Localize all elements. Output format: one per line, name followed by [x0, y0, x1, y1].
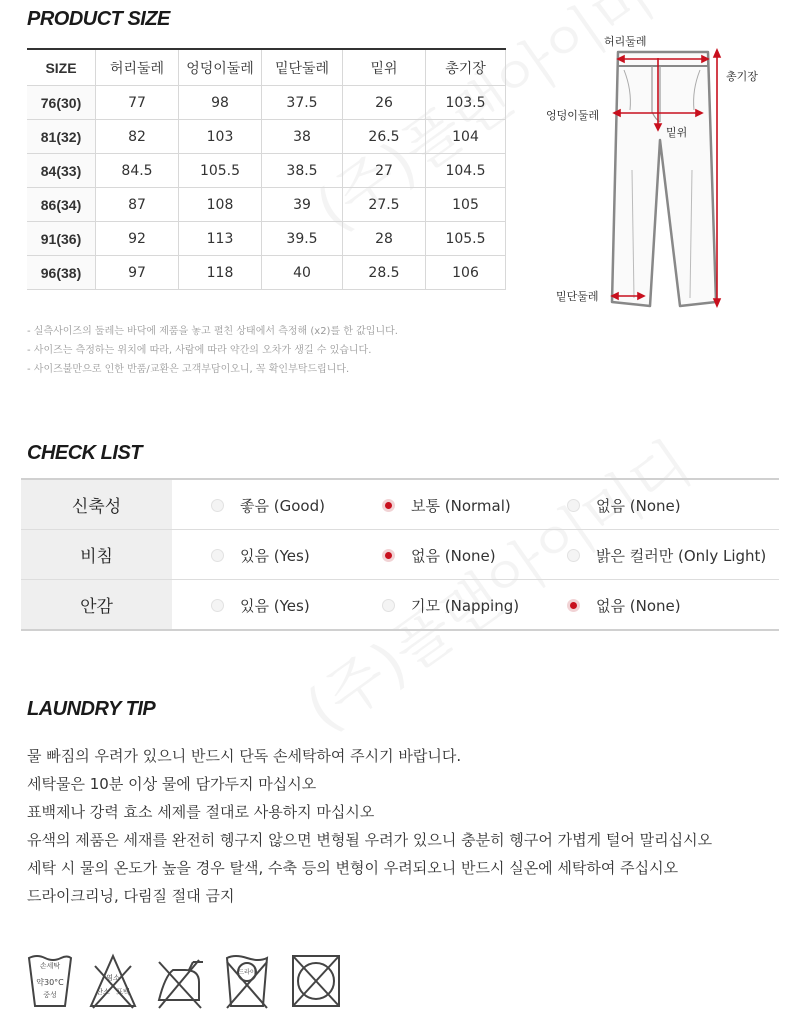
table-cell: 40 — [262, 256, 343, 290]
laundry-line: 세탁물은 10분 이상 물에 담가두지 마십시오 — [27, 775, 317, 793]
table-cell: 103 — [179, 120, 262, 154]
option-label: 기모 (Napping) — [411, 597, 520, 615]
size-cell: 76(30) — [27, 86, 96, 120]
table-row — [27, 154, 506, 188]
size-table-header — [27, 49, 506, 86]
size-note: - 사이즈불만으로 인한 반품/교환은 고객부담이오니, 꼭 확인부탁드립니다. — [27, 364, 350, 375]
size-note: - 사이즈는 측정하는 위치에 따라, 사람에 따라 약간의 오차가 생길 수 있습니다. — [27, 345, 372, 356]
no-iron-icon — [159, 960, 203, 1008]
table-cell: 26.5 — [343, 120, 426, 154]
radio-circle — [211, 599, 224, 612]
radio-circle — [567, 599, 580, 612]
table-cell: 38.5 — [262, 154, 343, 188]
pants-measurement-diagram — [540, 30, 790, 320]
check-row-label: 안감 — [21, 580, 172, 631]
radio-option[interactable] — [567, 545, 766, 566]
radio-circle — [382, 549, 395, 562]
radio-circle — [382, 499, 395, 512]
table-row — [27, 256, 506, 290]
radio-option[interactable] — [567, 495, 681, 516]
table-cell: 92 — [96, 222, 179, 256]
table-cell: 26 — [343, 86, 426, 120]
table-cell: 27.5 — [343, 188, 426, 222]
table-cell: 104 — [426, 120, 506, 154]
size-notes — [27, 322, 398, 379]
table-cell: 108 — [179, 188, 262, 222]
radio-circle — [211, 549, 224, 562]
check-row-stretch — [21, 479, 779, 530]
icon-text: 중성 — [43, 991, 57, 999]
table-cell: 103.5 — [426, 86, 506, 120]
table-row — [27, 86, 506, 120]
table-cell: 105.5 — [179, 154, 262, 188]
check-row-label: 비침 — [21, 530, 172, 580]
radio-circle — [382, 599, 395, 612]
no-dry-clean-icon — [227, 956, 267, 1008]
header-hip: 엉덩이둘레 — [179, 49, 262, 86]
laundry-tip-title: LAUNDRY TIP — [27, 698, 156, 720]
size-cell: 84(33) — [27, 154, 96, 188]
care-icons — [27, 952, 357, 1016]
header-rise: 밑위 — [343, 49, 426, 86]
check-row-transparency — [21, 530, 779, 580]
laundry-line: 세탁 시 물의 온도가 높을 경우 탈색, 수축 등의 변형이 우려되오니 반드시 실온에 세탁하여 주십시오 — [27, 859, 679, 877]
size-cell: 91(36) — [27, 222, 96, 256]
table-cell: 39 — [262, 188, 343, 222]
check-row-lining — [21, 580, 779, 631]
table-cell: 118 — [179, 256, 262, 290]
header-waist: 허리둘레 — [96, 49, 179, 86]
table-row — [27, 188, 506, 222]
table-cell: 37.5 — [262, 86, 343, 120]
table-cell: 39.5 — [262, 222, 343, 256]
laundry-instructions — [27, 742, 712, 910]
table-cell: 28 — [343, 222, 426, 256]
table-cell: 38 — [262, 120, 343, 154]
radio-option[interactable] — [211, 545, 310, 566]
option-label: 좋음 (Good) — [240, 497, 325, 515]
option-label: 밝은 컬러만 (Only Light) — [596, 547, 767, 565]
product-size-title: PRODUCT SIZE — [27, 8, 170, 30]
check-options — [172, 580, 779, 631]
radio-option[interactable] — [211, 595, 310, 616]
option-label: 보통 (Normal) — [411, 497, 511, 515]
radio-option[interactable] — [382, 495, 511, 516]
table-cell: 104.5 — [426, 154, 506, 188]
size-cell: 81(32) — [27, 120, 96, 154]
size-cell: 96(38) — [27, 256, 96, 290]
icon-text: 표백 — [116, 988, 130, 996]
option-label: 있음 (Yes) — [240, 597, 310, 615]
diagram-label-rise: 밑위 — [666, 126, 688, 139]
diagram-label-length: 총기장 — [726, 70, 758, 83]
option-label: 없음 (None) — [596, 497, 681, 515]
table-cell: 98 — [179, 86, 262, 120]
radio-circle — [567, 549, 580, 562]
option-label: 있음 (Yes) — [240, 547, 310, 565]
icon-text: 산소 — [96, 988, 110, 996]
option-label: 없음 (None) — [411, 547, 496, 565]
check-options — [172, 530, 779, 580]
check-row-label: 신축성 — [21, 479, 172, 530]
table-row — [27, 222, 506, 256]
table-cell: 97 — [96, 256, 179, 290]
radio-option[interactable] — [567, 595, 681, 616]
table-cell: 77 — [96, 86, 179, 120]
diagram-label-hem: 밑단둘레 — [556, 290, 599, 303]
icon-text: 손세탁 — [39, 962, 61, 970]
table-cell: 87 — [96, 188, 179, 222]
radio-option[interactable] — [382, 595, 519, 616]
radio-circle — [567, 499, 580, 512]
table-cell: 27 — [343, 154, 426, 188]
laundry-line: 드라이크리닝, 다림질 절대 금지 — [27, 887, 235, 905]
header-hem: 밑단둘레 — [262, 49, 343, 86]
icon-text: 염소 — [106, 974, 120, 982]
table-cell: 84.5 — [96, 154, 179, 188]
check-list-title: CHECK LIST — [27, 442, 142, 464]
no-tumble-dry-icon — [293, 956, 339, 1006]
no-bleach-icon — [91, 956, 135, 1008]
hand-wash-icon — [29, 956, 71, 1006]
icon-text: 약30°C — [36, 978, 64, 987]
table-cell: 105.5 — [426, 222, 506, 256]
laundry-line: 표백제나 강력 효소 세제를 절대로 사용하지 마십시오 — [27, 803, 375, 821]
table-cell: 113 — [179, 222, 262, 256]
laundry-line: 유색의 제품은 세재를 완전히 헹구지 않으면 변형될 우려가 있으니 충분히 헹구어 가볍게 털어 말리십시오 — [27, 831, 713, 849]
care-icons-svg — [27, 952, 357, 1012]
icon-text: 드라이 — [238, 969, 256, 976]
radio-circle — [211, 499, 224, 512]
table-cell: 105 — [426, 188, 506, 222]
table-cell: 28.5 — [343, 256, 426, 290]
size-cell: 86(34) — [27, 188, 96, 222]
laundry-line: 물 빠짐의 우려가 있으니 반드시 단독 손세탁하여 주시기 바랍니다. — [27, 747, 462, 765]
radio-option[interactable] — [211, 495, 325, 516]
header-length: 총기장 — [426, 49, 506, 86]
check-list-table — [21, 478, 779, 631]
option-label: 없음 (None) — [596, 597, 681, 615]
size-table — [27, 48, 506, 290]
check-options — [172, 479, 779, 530]
table-cell: 106 — [426, 256, 506, 290]
header-size: SIZE — [27, 49, 96, 86]
table-row — [27, 120, 506, 154]
radio-option[interactable] — [382, 545, 496, 566]
table-cell: 82 — [96, 120, 179, 154]
diagram-label-hip: 엉덩이둘레 — [546, 109, 600, 122]
size-note: - 실측사이즈의 둘레는 바닥에 제품을 놓고 펼친 상태에서 측정해 (x2)를 한 값입니다. — [27, 326, 398, 337]
diagram-label-waist: 허리둘레 — [604, 35, 647, 48]
